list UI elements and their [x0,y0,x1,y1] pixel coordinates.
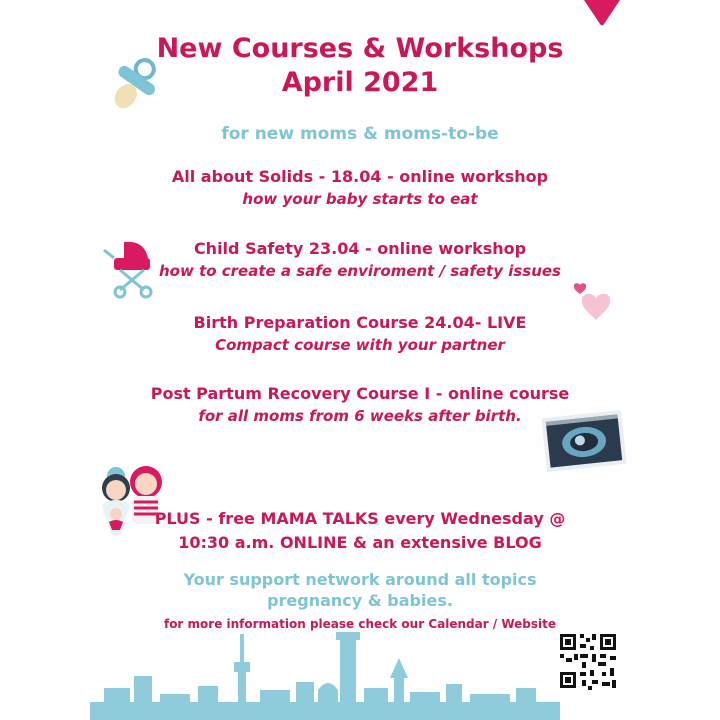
course-desc: Compact course with your partner [215,336,505,354]
page-title-line1: New Courses & Workshops [156,33,564,64]
plus-line2: 10:30 a.m. ONLINE & an extensive BLOG [178,533,542,552]
course-desc: for all moms from 6 weeks after birth. [198,407,522,425]
course-title: Birth Preparation Course 24.04- LIVE [193,313,527,332]
course-desc: how to create a safe enviroment / safety issues [159,262,561,280]
course-desc: how your baby starts to eat [242,190,478,208]
course-title: Post Partum Recovery Course I - online course [150,384,570,403]
course-title: All about Solids - 18.04 - online workshop [171,167,549,186]
page-title-line2: April 2021 [281,67,439,98]
banner-icon [582,0,622,28]
plus-line1: PLUS - free MAMA TALKS every Wednesday @ [154,509,566,528]
qr-code[interactable] [558,632,618,690]
ultrasound-icon [540,408,628,474]
info-link[interactable]: for more information please check our Calendar / Website [163,617,557,631]
course-title: Child Safety 23.04 - online workshop [193,239,527,258]
audience-subtitle: for new moms & moms-to-be [221,124,499,144]
support-line2: pregnancy & babies. [267,591,453,610]
support-line1: Your support network around all topics [183,570,537,589]
city-skyline [90,628,560,720]
